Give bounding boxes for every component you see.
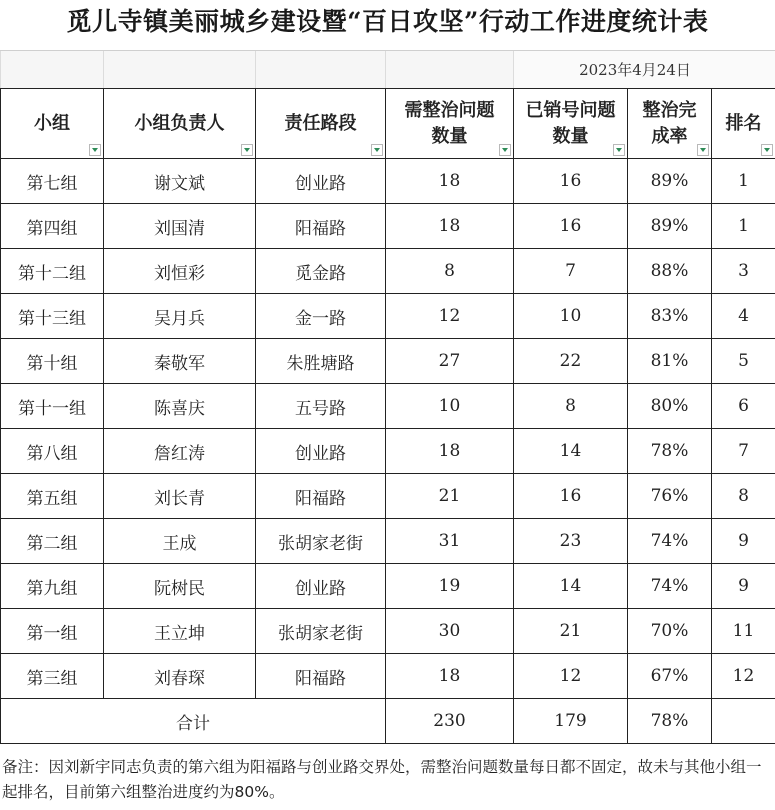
cell-total[interactable]: 27 bbox=[386, 339, 514, 384]
cell-leader[interactable]: 詹红涛 bbox=[104, 429, 256, 474]
cell-leader[interactable]: 陈喜庆 bbox=[104, 384, 256, 429]
header-row bbox=[1, 89, 775, 159]
cell-rate[interactable]: 81% bbox=[628, 339, 712, 384]
table-row bbox=[1, 654, 775, 699]
filter-dropdown-icon[interactable] bbox=[499, 144, 511, 156]
cell-rate[interactable]: 88% bbox=[628, 249, 712, 294]
cell-road[interactable]: 五号路 bbox=[256, 384, 386, 429]
header-group bbox=[1, 89, 104, 159]
cell-group[interactable]: 第二组 bbox=[1, 519, 104, 564]
filter-dropdown-icon[interactable] bbox=[697, 144, 709, 156]
empty-cell bbox=[0, 51, 104, 89]
table-row bbox=[1, 429, 775, 474]
cell-leader[interactable]: 刘长青 bbox=[104, 474, 256, 519]
cell-rank[interactable]: 11 bbox=[712, 609, 775, 654]
cell-done[interactable]: 10 bbox=[514, 294, 628, 339]
header-label: 排名 bbox=[725, 112, 762, 134]
header-label: 需整治问题数量 bbox=[404, 99, 495, 147]
empty-cell bbox=[103, 51, 256, 89]
cell-total[interactable]: 21 bbox=[386, 474, 514, 519]
empty-cell bbox=[255, 51, 386, 89]
header-rank bbox=[712, 89, 775, 159]
filter-dropdown-icon[interactable] bbox=[613, 144, 625, 156]
footnote: 备注：因刘新宇同志负责的第六组为阳福路与创业路交界处，需整治问题数量每日都不固定，故未与其他小组一起排名，目前第六组整治进度约为80%。 bbox=[2, 758, 762, 801]
cell-done[interactable]: 21 bbox=[514, 609, 628, 654]
cell-leader[interactable]: 阮树民 bbox=[104, 564, 256, 609]
cell-rank[interactable]: 8 bbox=[712, 474, 775, 519]
header-label: 小组 bbox=[34, 112, 70, 134]
cell-rank[interactable]: 7 bbox=[712, 429, 775, 474]
filter-dropdown-icon[interactable] bbox=[761, 144, 773, 156]
cell-road[interactable]: 创业路 bbox=[256, 564, 386, 609]
cell-total[interactable]: 31 bbox=[386, 519, 514, 564]
cell-road[interactable]: 觅金路 bbox=[256, 249, 386, 294]
cell-leader[interactable]: 刘恒彩 bbox=[104, 249, 256, 294]
cell-leader[interactable]: 王成 bbox=[104, 519, 256, 564]
summary-rank-empty[interactable] bbox=[712, 699, 775, 744]
cell-leader[interactable]: 吴月兵 bbox=[104, 294, 256, 339]
cell-group[interactable]: 第一组 bbox=[1, 609, 104, 654]
empty-cell bbox=[385, 51, 514, 89]
page-title: 觅儿寺镇美丽城乡建设暨“百日攻坚”行动工作进度统计表 bbox=[66, 7, 709, 36]
table-row bbox=[1, 249, 775, 294]
cell-road[interactable]: 阳福路 bbox=[256, 474, 386, 519]
cell-rank[interactable]: 1 bbox=[712, 159, 775, 204]
cell-done[interactable]: 16 bbox=[514, 204, 628, 249]
report-date: 2023年4月24日 bbox=[579, 61, 691, 79]
header-road bbox=[256, 89, 386, 159]
cell-rate[interactable]: 89% bbox=[628, 204, 712, 249]
cell-rank[interactable]: 3 bbox=[712, 249, 775, 294]
cell-road[interactable]: 阳福路 bbox=[256, 654, 386, 699]
filter-dropdown-icon[interactable] bbox=[241, 144, 253, 156]
summary-row bbox=[1, 699, 775, 744]
header-label: 已销号问题数量 bbox=[525, 99, 616, 147]
cell-road[interactable]: 张胡家老街 bbox=[256, 609, 386, 654]
cell-total[interactable]: 18 bbox=[386, 159, 514, 204]
cell-group[interactable]: 第七组 bbox=[1, 159, 104, 204]
table-row bbox=[1, 564, 775, 609]
cell-rate[interactable]: 70% bbox=[628, 609, 712, 654]
header-done bbox=[514, 89, 628, 159]
cell-leader[interactable]: 刘国清 bbox=[104, 204, 256, 249]
cell-rank[interactable]: 4 bbox=[712, 294, 775, 339]
summary-rate[interactable]: 78% bbox=[628, 699, 712, 744]
filter-dropdown-icon[interactable] bbox=[89, 144, 101, 156]
header-label: 小组负责人 bbox=[134, 112, 225, 134]
cell-leader[interactable]: 王立坤 bbox=[104, 609, 256, 654]
cell-total[interactable]: 10 bbox=[386, 384, 514, 429]
table-row bbox=[1, 384, 775, 429]
table-row bbox=[1, 474, 775, 519]
table-row bbox=[1, 294, 775, 339]
header-leader bbox=[104, 89, 256, 159]
cell-rank[interactable]: 5 bbox=[712, 339, 775, 384]
cell-road[interactable]: 阳福路 bbox=[256, 204, 386, 249]
cell-group[interactable]: 第十二组 bbox=[1, 249, 104, 294]
cell-rank[interactable]: 9 bbox=[712, 519, 775, 564]
cell-done[interactable]: 16 bbox=[514, 474, 628, 519]
cell-total[interactable]: 19 bbox=[386, 564, 514, 609]
header-total bbox=[386, 89, 514, 159]
cell-road[interactable]: 朱胜塘路 bbox=[256, 339, 386, 384]
cell-rate[interactable]: 80% bbox=[628, 384, 712, 429]
cell-group[interactable]: 第十三组 bbox=[1, 294, 104, 339]
cell-done[interactable]: 14 bbox=[514, 564, 628, 609]
cell-done[interactable]: 8 bbox=[514, 384, 628, 429]
summary-label[interactable]: 合计 bbox=[1, 699, 386, 744]
cell-total[interactable]: 18 bbox=[386, 429, 514, 474]
table-row bbox=[1, 204, 775, 249]
header-label: 整治完成率 bbox=[642, 99, 697, 147]
cell-done[interactable]: 14 bbox=[514, 429, 628, 474]
table-row bbox=[1, 159, 775, 204]
cell-road[interactable]: 金一路 bbox=[256, 294, 386, 339]
cell-done[interactable]: 22 bbox=[514, 339, 628, 384]
summary-done[interactable]: 179 bbox=[514, 699, 628, 744]
cell-rate[interactable]: 67% bbox=[628, 654, 712, 699]
cell-group[interactable]: 第十一组 bbox=[1, 384, 104, 429]
date-row bbox=[0, 50, 775, 89]
cell-total[interactable]: 12 bbox=[386, 294, 514, 339]
cell-total[interactable]: 18 bbox=[386, 654, 514, 699]
table-row bbox=[1, 339, 775, 384]
cell-done[interactable]: 23 bbox=[514, 519, 628, 564]
cell-done[interactable]: 7 bbox=[514, 249, 628, 294]
header-label: 责任路段 bbox=[284, 112, 357, 134]
cell-group[interactable]: 第十组 bbox=[1, 339, 104, 384]
cell-done[interactable]: 16 bbox=[514, 159, 628, 204]
cell-done[interactable]: 12 bbox=[514, 654, 628, 699]
cell-rank[interactable]: 12 bbox=[712, 654, 775, 699]
cell-road[interactable]: 张胡家老街 bbox=[256, 519, 386, 564]
cell-group[interactable]: 第三组 bbox=[1, 654, 104, 699]
cell-group[interactable]: 第八组 bbox=[1, 429, 104, 474]
cell-total[interactable]: 18 bbox=[386, 204, 514, 249]
cell-group[interactable]: 第四组 bbox=[1, 204, 104, 249]
cell-road[interactable]: 创业路 bbox=[256, 429, 386, 474]
cell-leader[interactable]: 谢文斌 bbox=[104, 159, 256, 204]
cell-leader[interactable]: 秦敬军 bbox=[104, 339, 256, 384]
cell-rate[interactable]: 74% bbox=[628, 519, 712, 564]
table-row bbox=[1, 609, 775, 654]
cell-rate[interactable]: 78% bbox=[628, 429, 712, 474]
header-rate bbox=[628, 89, 712, 159]
cell-rank[interactable]: 1 bbox=[712, 204, 775, 249]
cell-group[interactable]: 第五组 bbox=[1, 474, 104, 519]
cell-rate[interactable]: 89% bbox=[628, 159, 712, 204]
progress-table bbox=[0, 88, 775, 744]
cell-rate[interactable]: 83% bbox=[628, 294, 712, 339]
cell-rank[interactable]: 9 bbox=[712, 564, 775, 609]
summary-total[interactable]: 230 bbox=[386, 699, 514, 744]
cell-rate[interactable]: 76% bbox=[628, 474, 712, 519]
cell-rate[interactable]: 74% bbox=[628, 564, 712, 609]
cell-road[interactable]: 创业路 bbox=[256, 159, 386, 204]
cell-rank[interactable]: 6 bbox=[712, 384, 775, 429]
filter-dropdown-icon[interactable] bbox=[371, 144, 383, 156]
table-row bbox=[1, 519, 775, 564]
cell-group[interactable]: 第九组 bbox=[1, 564, 104, 609]
cell-total[interactable]: 8 bbox=[386, 249, 514, 294]
cell-total[interactable]: 30 bbox=[386, 609, 514, 654]
cell-leader[interactable]: 刘春琛 bbox=[104, 654, 256, 699]
